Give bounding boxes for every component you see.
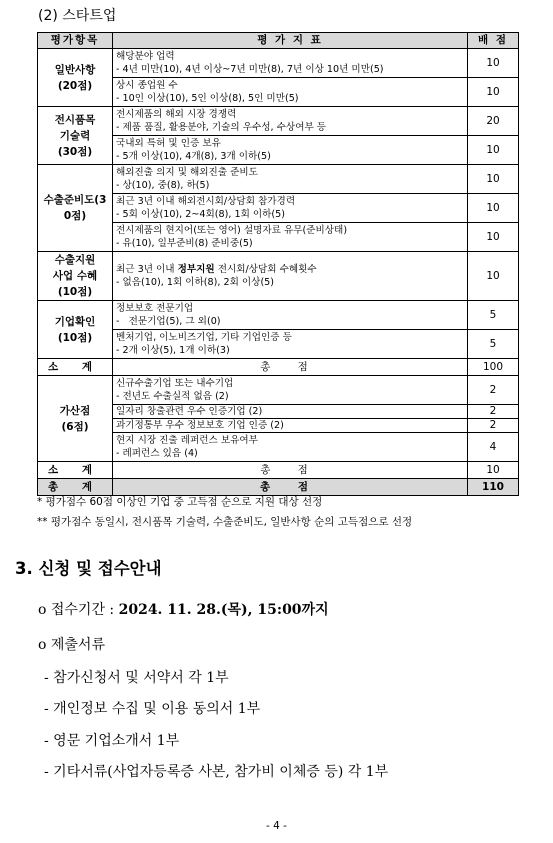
criteria-cell: 국내외 특허 및 인증 보유 - 5개 이상(10), 4개(8), 3개 이하(5) xyxy=(113,136,468,165)
points-cell: 10 xyxy=(468,78,519,107)
points-cell: 2 xyxy=(468,419,519,433)
header-points: 배 점 xyxy=(468,33,519,49)
criteria-cell: 정보보호 전문기업 - 전문기업(5), 그 외(0) xyxy=(113,301,468,330)
section-heading: 3. 신청 및 접수안내 xyxy=(15,559,162,578)
deadline-line: o 접수기간 : 2024. 11. 28.(목), 15:00까지 xyxy=(38,602,329,618)
docs-title: o 제출서류 xyxy=(38,637,105,653)
category-company-verification: 기업확인 (10점) xyxy=(38,301,113,359)
points-cell: 20 xyxy=(468,107,519,136)
criteria-cell: 벤처기업, 이노비즈기업, 기타 기업인증 등 - 2개 이상(5), 1개 이하(3) xyxy=(113,330,468,359)
points-cell: 4 xyxy=(468,433,519,462)
table-row xyxy=(38,49,519,78)
criteria-cell: 해당분야 업력 - 4년 미만(10), 4년 이상~7년 미만(8), 7년 이상 10년 미만(5) xyxy=(113,49,468,78)
doc-item: - 기타서류(사업자등록증 사본, 참가비 이체증 등) 각 1부 xyxy=(44,764,389,780)
note-2: ** 평가점수 동일시, 전시품목 기술력, 수출준비도, 일반사항 순의 고득점으로 선정 xyxy=(37,516,413,528)
header-category: 평가항목 xyxy=(38,33,113,49)
doc-item: - 개인정보 수집 및 이용 동의서 1부 xyxy=(44,701,261,717)
criteria-cell: 해외진출 의지 및 해외진출 준비도 - 상(10), 중(8), 하(5) xyxy=(113,165,468,194)
category-tech: 전시품목 기술력 (30점) xyxy=(38,107,113,165)
points-cell: 2 xyxy=(468,376,519,405)
points-cell: 10 xyxy=(468,49,519,78)
doc-item: - 참가신청서 및 서약서 각 1부 xyxy=(44,670,229,686)
category-general: 일반사항 (20점) xyxy=(38,49,113,107)
criteria-cell: 전시제품의 해외 시장 경쟁력 - 제품 품질, 활용분야, 기술의 우수성, 수상여부 등 xyxy=(113,107,468,136)
table-row xyxy=(38,376,519,405)
criteria-cell: 일자리 창출관련 우수 인증기업 (2) xyxy=(113,405,468,419)
criteria-cell: 전시제품의 현지어(또는 영어) 설명자료 유무(준비상태) - 유(10), 일부준비(8) 준비중(5) xyxy=(113,223,468,252)
subtotal-row: 소 계 총 점 100 xyxy=(38,359,519,376)
deadline-value: 2024. 11. 28.(목), 15:00까지 xyxy=(118,602,329,618)
criteria-cell: 과기정통부 우수 정보보호 기업 인증 (2) xyxy=(113,419,468,433)
criteria-cell: 현지 시장 진출 레퍼런스 보유여부 - 레퍼런스 있음 (4) xyxy=(113,433,468,462)
category-bonus: 가산점 (6점) xyxy=(38,376,113,462)
criteria-cell: 신규수출기업 또는 내수기업 - 전년도 수출실적 없음 (2) xyxy=(113,376,468,405)
subtotal-row: 소 계 총 점 10 xyxy=(38,462,519,479)
total-row: 총 계 총 점 110 xyxy=(38,479,519,496)
doc-item: - 영문 기업소개서 1부 xyxy=(44,733,180,749)
evaluation-table xyxy=(37,32,519,496)
criteria-cell: 최근 3년 이내 해외전시회/상담회 참가경력 - 5회 이상(10), 2~4회(8), 1회 이하(5) xyxy=(113,194,468,223)
criteria-cell: 상시 종업원 수 - 10인 이상(10), 5인 이상(8), 5인 미만(5) xyxy=(113,78,468,107)
table-header-row xyxy=(38,33,519,49)
section-title: (2) 스타트업 xyxy=(38,8,117,24)
category-export-readiness: 수출준비도(3 0점) xyxy=(38,165,113,252)
points-cell: 2 xyxy=(468,405,519,419)
table-row xyxy=(38,165,519,194)
points-cell: 10 xyxy=(468,194,519,223)
category-support-benefit: 수출지원 사업 수혜 (10점) xyxy=(38,252,113,301)
table-row xyxy=(38,301,519,330)
points-cell: 10 xyxy=(468,252,519,301)
note-1: * 평가점수 60점 이상인 기업 중 고득점 순으로 지원 대상 선정 xyxy=(37,496,323,508)
header-criteria: 평 가 지 표 xyxy=(113,33,468,49)
points-cell: 10 xyxy=(468,165,519,194)
points-cell: 10 xyxy=(468,223,519,252)
points-cell: 5 xyxy=(468,330,519,359)
table-row xyxy=(38,107,519,136)
points-cell: 10 xyxy=(468,136,519,165)
criteria-cell: 최근 3년 이내 정부지원 전시회/상담회 수혜횟수 - 없음(10), 1회 이하(8), 2회 이상(5) xyxy=(113,252,468,301)
table-row xyxy=(38,252,519,301)
points-cell: 5 xyxy=(468,301,519,330)
page-number: - 4 - xyxy=(266,820,287,832)
